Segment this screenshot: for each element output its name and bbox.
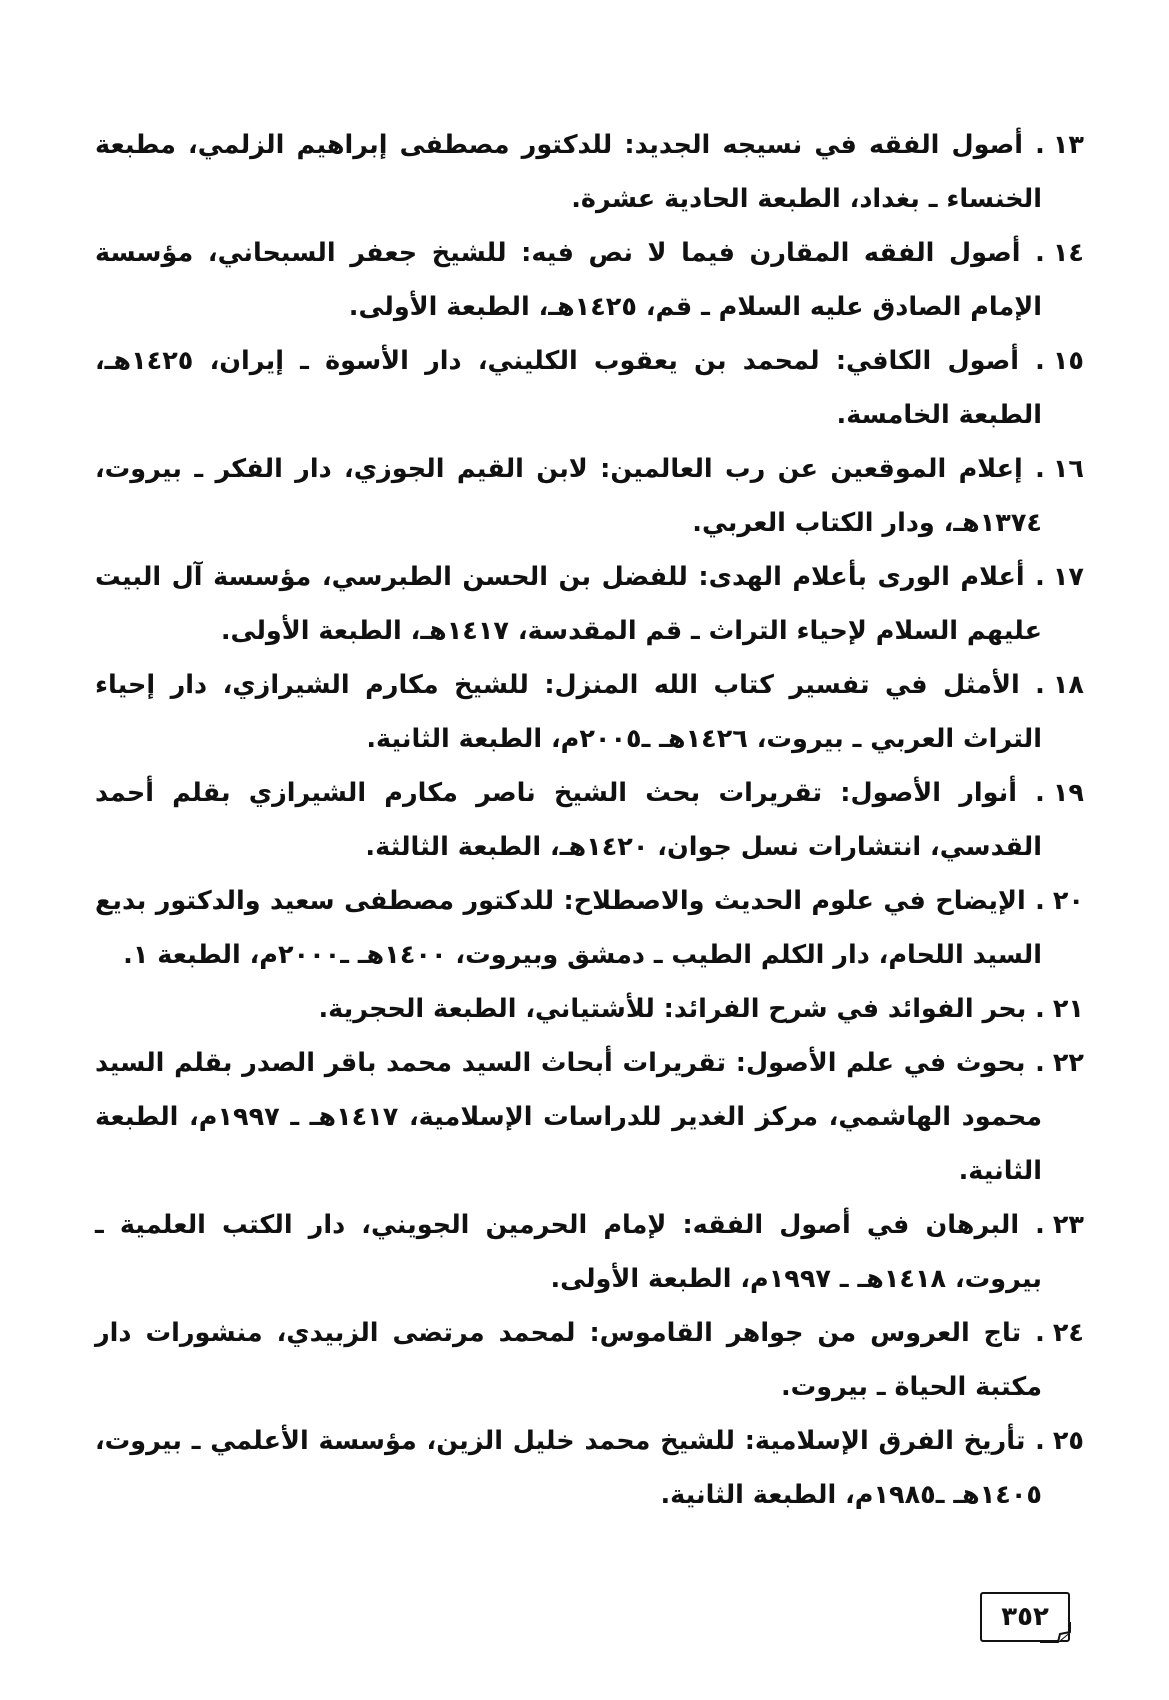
bibliography-item (95, 658, 1084, 766)
item-number: ١٨ (1052, 670, 1084, 700)
page-curl-icon (1038, 1620, 1072, 1644)
bibliography-list (95, 118, 1084, 1522)
item-text: . أصول الفقه في نسيجه الجديد: للدكتور مصطفى إبراهيم الزلمي، مطبعة الخنساء ـ بغداد، الطبعة الحادية عشرة. (95, 130, 1045, 214)
item-number: ٢٣ (1052, 1210, 1084, 1240)
item-text: . أصول الكافي: لمحمد بن يعقوب الكليني، دار الأسوة ـ إيران، ١٤٢٥هـ، الطبعة الخامسة. (95, 346, 1045, 430)
item-text: . الأمثل في تفسير كتاب الله المنزل: للشيخ مكارم الشيرازي، دار إحياء التراث العربي ـ بيروت، ١٤٢٦هـ ـ٢٠٠٥م، الطبعة الثانية. (95, 670, 1045, 754)
bibliography-item (95, 1414, 1084, 1522)
item-number: ٢٥ (1052, 1426, 1084, 1456)
bibliography-item (95, 1306, 1084, 1414)
bibliography-item (95, 226, 1084, 334)
bibliography-item (95, 442, 1084, 550)
bibliography-item (95, 1198, 1084, 1306)
item-text: . أعلام الورى بأعلام الهدى: للفضل بن الحسن الطبرسي، مؤسسة آل البيت عليهم السلام لإحياء التراث ـ قم المقدسة، ١٤١٧هـ، الطبعة الأولى. (95, 562, 1045, 646)
item-number: ١٦ (1052, 454, 1084, 484)
item-text: . أنوار الأصول: تقريرات بحث الشيخ ناصر مكارم الشيرازي بقلم أحمد القدسي، انتشارات نسل جوان، ١٤٢٠هـ، الطبعة الثالثة. (95, 778, 1045, 862)
item-number: ٢٤ (1052, 1318, 1084, 1348)
item-number: ٢٠ (1052, 886, 1084, 916)
item-number: ١٥ (1052, 346, 1084, 376)
item-text: . إعلام الموقعين عن رب العالمين: لابن القيم الجوزي، دار الفكر ـ بيروت، ١٣٧٤هـ، ودار الكتاب العربي. (95, 454, 1045, 538)
page-number-text: ٣٥٢ (1001, 1602, 1049, 1632)
bibliography-item (95, 982, 1084, 1036)
item-text: . أصول الفقه المقارن فيما لا نص فيه: للشيخ جعفر السبحاني، مؤسسة الإمام الصادق عليه السلام ـ قم، ١٤٢٥هـ، الطبعة الأولى. (95, 238, 1045, 322)
item-text: . تاج العروس من جواهر القاموس: لمحمد مرتضى الزبيدي، منشورات دار مكتبة الحياة ـ بيروت. (95, 1318, 1045, 1402)
item-number: ١٤ (1052, 238, 1084, 268)
item-text: . الإيضاح في علوم الحديث والاصطلاح: للدكتور مصطفى سعيد والدكتور بديع السيد اللحام، دار الكلم الطيب ـ دمشق وبيروت، ١٤٠٠هـ ـ٢٠٠٠م، الطبعة ١. (95, 886, 1045, 970)
item-text: . بحر الفوائد في شرح الفرائد: للأشتياني، الطبعة الحجرية. (318, 994, 1045, 1024)
bibliography-item (95, 874, 1084, 982)
item-number: ١٩ (1052, 778, 1084, 808)
item-number: ١٧ (1052, 562, 1084, 592)
bibliography-item (95, 550, 1084, 658)
bibliography-item (95, 118, 1084, 226)
item-text: . تأريخ الفرق الإسلامية: للشيخ محمد خليل الزين، مؤسسة الأعلمي ـ بيروت، ١٤٠٥هـ ـ١٩٨٥م، الطبعة الثانية. (95, 1426, 1045, 1510)
item-text: . البرهان في أصول الفقه: لإمام الحرمين الجويني، دار الكتب العلمية ـ بيروت، ١٤١٨هـ ـ ١٩٩٧م، الطبعة الأولى. (95, 1210, 1045, 1294)
item-text: . بحوث في علم الأصول: تقريرات أبحاث السيد محمد باقر الصدر بقلم السيد محمود الهاشمي، مركز الغدير للدراسات الإسلامية، ١٤١٧هـ ـ ١٩٩٧م، الطبعة الثانية. (95, 1048, 1045, 1186)
item-number: ٢٢ (1052, 1048, 1084, 1078)
item-number: ١٣ (1052, 130, 1084, 160)
bibliography-item (95, 766, 1084, 874)
bibliography-item (95, 334, 1084, 442)
bibliography-item (95, 1036, 1084, 1198)
item-number: ٢١ (1052, 994, 1084, 1024)
